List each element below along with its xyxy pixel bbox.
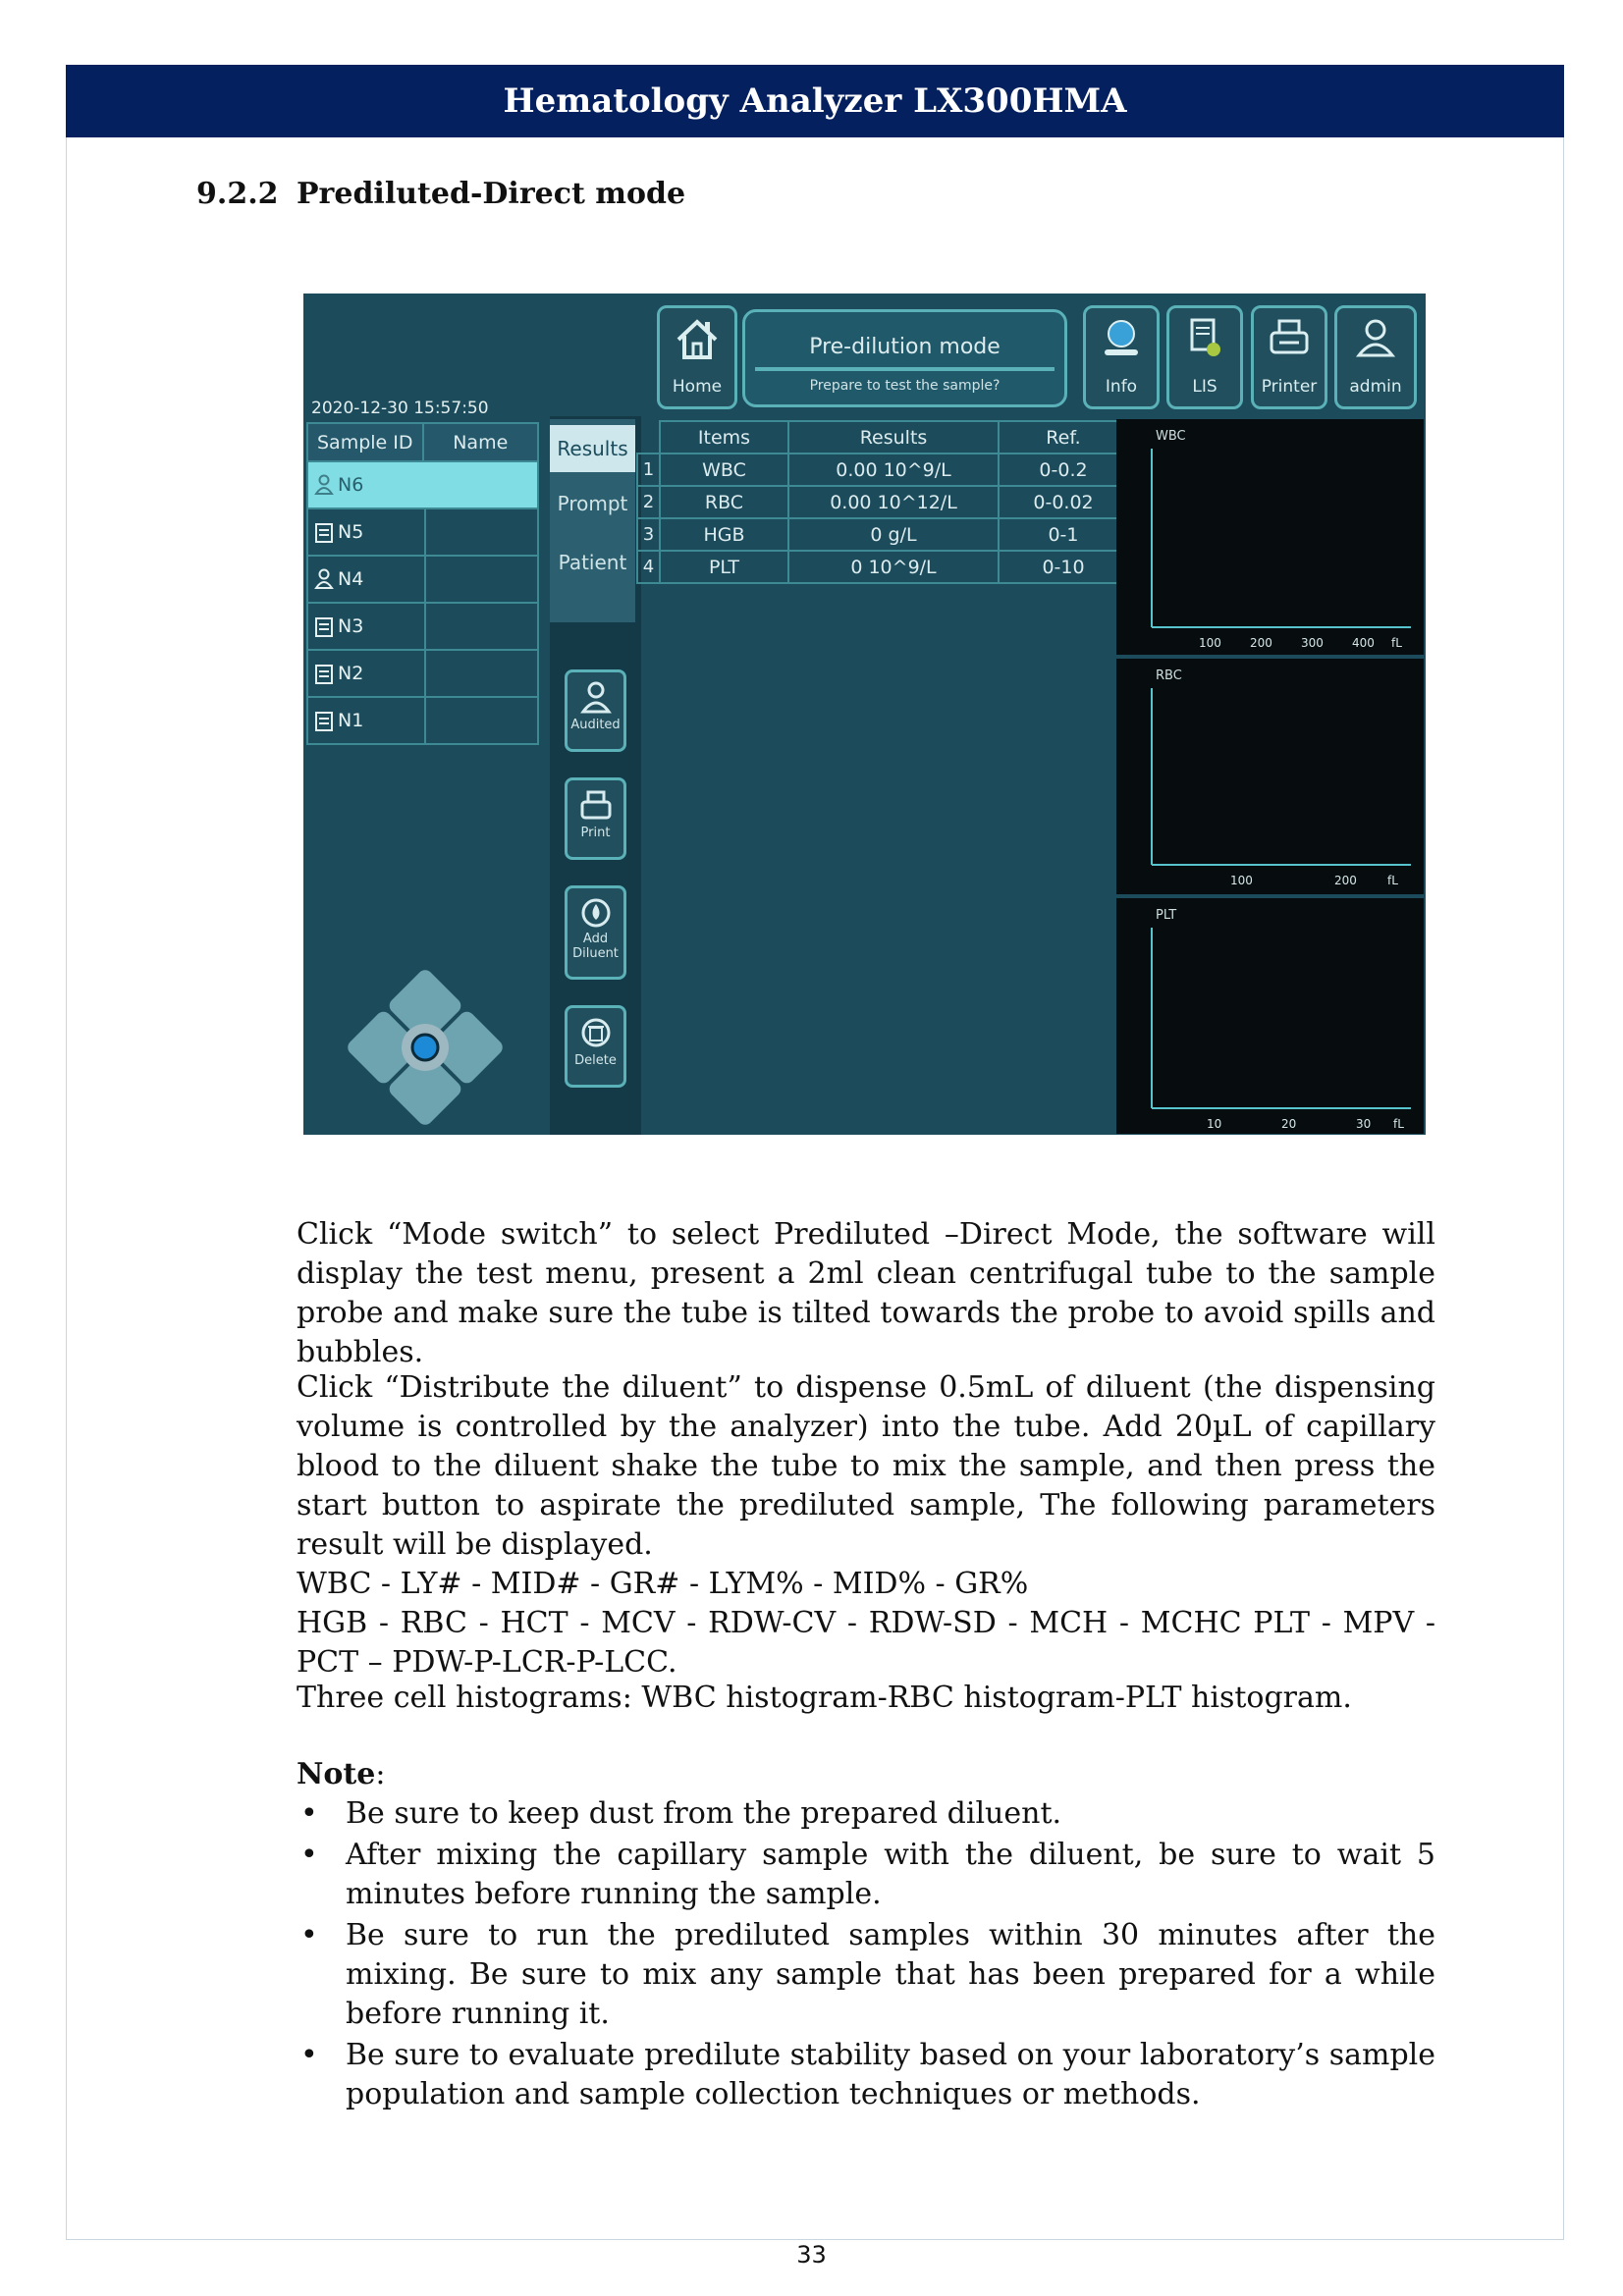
print-button[interactable] — [565, 777, 626, 860]
results-row — [638, 519, 1129, 552]
add-diluent-label-2: Diluent — [572, 946, 619, 961]
row-index: 1 — [636, 453, 661, 487]
sample-id: N4 — [338, 568, 364, 590]
printer-button[interactable] — [1251, 305, 1327, 409]
sample-list — [306, 422, 539, 745]
sample-row[interactable] — [306, 557, 539, 604]
histogram-title: PLT — [1156, 908, 1177, 923]
histogram-tick: 300 — [1301, 636, 1324, 650]
sample-row-id — [308, 509, 426, 555]
wbc-histogram — [1116, 419, 1424, 655]
delete-label: Delete — [574, 1053, 617, 1068]
list-item: • Be sure to evaluate predilute stability based on your laboratory’s sample population and sample collection techniques or methods. — [297, 2036, 1435, 2114]
clipboard-icon — [314, 663, 334, 684]
mode-title: Pre-dilution mode — [809, 335, 1001, 359]
row-index: 4 — [636, 550, 661, 584]
result-ref: 0-10 — [998, 550, 1129, 584]
histogram-axes — [1116, 419, 1424, 655]
result-value: 0.00 10^12/L — [787, 485, 1000, 519]
sample-list-header — [306, 422, 539, 462]
mode-panel — [742, 309, 1067, 407]
clipboard-icon — [314, 521, 334, 543]
wbc-parameters: WBC - LY# - MID# - GR# - LYM% - MID% - GR% — [297, 1567, 1029, 1601]
results-table — [638, 422, 1129, 584]
histogram-tick: 100 — [1199, 636, 1221, 650]
results-header-results: Results — [787, 420, 1000, 454]
list-item: • After mixing the capillary sample with the diluent, be sure to wait 5 minutes before running the sample. — [297, 1836, 1435, 1914]
section-number: 9.2.2 — [196, 177, 279, 211]
note-label: Note — [297, 1757, 376, 1791]
side-toolbar — [550, 416, 641, 1135]
result-item: PLT — [659, 550, 789, 584]
clipboard-icon — [314, 710, 334, 731]
rbc-plt-parameters: HGB - RBC - HCT - MCV - RDW-CV - RDW-SD - MCH - MCHC PLT - MPV - PCT – PDW-P-LCR-P-LCC. — [297, 1606, 1435, 1680]
result-ref: 0-0.02 — [998, 485, 1129, 519]
info-icon — [1099, 316, 1144, 361]
lis-label: LIS — [1192, 377, 1217, 397]
droplet-icon — [579, 896, 613, 930]
document-title: Hematology Analyzer LX300HMA — [503, 81, 1127, 121]
paragraph-mode-switch: Click “Mode switch” to select Prediluted –Direct Mode, the software will display the test menu, present a 2ml clean centrifugal tube to the sample probe and make sure the tube is tilted towards the probe to avoid spills and bubbles. — [297, 1217, 1435, 1369]
note-list — [297, 1794, 1435, 2116]
row-index: 3 — [636, 517, 661, 552]
admin-icon — [1353, 316, 1398, 361]
tab-results[interactable]: Results — [550, 425, 635, 472]
lis-icon — [1182, 316, 1227, 361]
analyzer-screenshot — [303, 294, 1426, 1135]
rbc-histogram — [1116, 659, 1424, 894]
sample-row-id — [308, 557, 426, 602]
tab-patient[interactable]: Patient — [558, 551, 627, 574]
note-colon: : — [375, 1757, 386, 1791]
sample-id: N1 — [338, 710, 364, 731]
sample-name — [426, 698, 537, 743]
clipboard-icon — [314, 615, 334, 637]
info-label: Info — [1105, 377, 1138, 397]
histogram-title: WBC — [1156, 429, 1186, 444]
home-icon — [673, 316, 722, 363]
sample-id: N3 — [338, 615, 364, 637]
result-value: 0.00 10^9/L — [787, 453, 1000, 487]
column-header-name: Name — [453, 431, 509, 454]
sample-name — [426, 651, 537, 696]
histogram-tick: 100 — [1230, 874, 1253, 887]
timestamp: 2020-12-30 15:57:50 — [311, 399, 489, 418]
histogram-tick: 200 — [1250, 636, 1272, 650]
sample-id: N5 — [338, 521, 364, 543]
section-title: Prediluted-Direct mode — [297, 177, 686, 211]
tab-prompt[interactable]: Prompt — [557, 492, 628, 515]
add-diluent-button[interactable] — [565, 885, 626, 980]
row-index: 2 — [636, 485, 661, 519]
print-label: Print — [580, 826, 611, 840]
histogram-title: RBC — [1156, 668, 1182, 683]
home-button[interactable] — [657, 305, 737, 409]
result-value: 0 g/L — [787, 517, 1000, 552]
list-item: • Be sure to run the prediluted samples within 30 minutes after the mixing. Be sure to mix any sample that has been prepared for a while before running it. — [297, 1916, 1435, 2034]
histogram-tick: fL — [1393, 1117, 1404, 1131]
histogram-tick: 10 — [1207, 1117, 1222, 1131]
audited-label: Audited — [570, 718, 621, 732]
print-icon — [579, 788, 613, 824]
section-heading — [196, 177, 685, 211]
histogram-axes — [1116, 898, 1424, 1134]
plt-histogram — [1116, 898, 1424, 1134]
histogram-axes — [1116, 659, 1424, 894]
list-item: • Be sure to keep dust from the prepared diluent. — [297, 1794, 1435, 1834]
delete-button[interactable] — [565, 1005, 626, 1088]
results-row — [638, 552, 1129, 584]
histogram-tick: 30 — [1356, 1117, 1372, 1131]
histogram-tick: 400 — [1352, 636, 1375, 650]
results-index-header — [636, 420, 661, 454]
results-header-row — [638, 422, 1129, 454]
results-row — [638, 454, 1129, 487]
sample-row-id — [308, 462, 426, 507]
sample-name — [426, 557, 537, 602]
tab-strip — [550, 419, 635, 622]
person-icon — [314, 474, 334, 496]
sample-row[interactable] — [306, 462, 539, 509]
sample-row[interactable] — [306, 698, 539, 745]
mode-subtitle: Prepare to test the sample? — [809, 378, 1001, 394]
result-item: HGB — [659, 517, 789, 552]
add-diluent-label-1: Add — [582, 932, 609, 946]
sample-row-id — [308, 604, 426, 649]
results-header-ref: Ref. — [998, 420, 1129, 454]
audited-button[interactable] — [565, 669, 626, 752]
note-heading — [297, 1755, 1435, 1794]
result-item: WBC — [659, 453, 789, 487]
result-ref: 0-0.2 — [998, 453, 1129, 487]
histogram-tick: fL — [1387, 874, 1398, 887]
paragraph-histograms: Three cell histograms: WBC histogram-RBC histogram-PLT histogram. — [297, 1681, 1352, 1715]
histogram-tick: fL — [1391, 636, 1402, 650]
paragraph-diluent-text: Click “Distribute the diluent” to dispense 0.5mL of diluent (the dispensing volume is controlled by the analyzer) into the tube. Add 20µL of capillary blood to the diluent shake the tube to mix the sample, and then press the start button to aspirate the prediluted sample, The following parameters result will be displayed. — [297, 1370, 1435, 1562]
histogram-tick: 200 — [1334, 874, 1357, 887]
result-item: RBC — [659, 485, 789, 519]
sample-row[interactable] — [306, 509, 539, 557]
histogram-tick: 20 — [1281, 1117, 1297, 1131]
audited-icon — [579, 680, 613, 716]
sample-name — [426, 509, 537, 555]
result-ref: 0-1 — [998, 517, 1129, 552]
lis-button[interactable] — [1166, 305, 1243, 409]
sample-row[interactable] — [306, 604, 539, 651]
results-row — [638, 487, 1129, 519]
paragraph-diluent — [297, 1368, 1435, 1682]
admin-label: admin — [1349, 377, 1402, 397]
admin-button[interactable] — [1334, 305, 1417, 409]
delete-icon — [579, 1016, 613, 1051]
column-header-sample-id: Sample ID — [308, 424, 424, 460]
sample-row-id — [308, 651, 426, 696]
printer-label: Printer — [1261, 377, 1318, 397]
mode-divider — [755, 367, 1055, 371]
sample-row-id — [308, 698, 426, 743]
sample-id: N2 — [338, 663, 364, 684]
home-label: Home — [672, 377, 723, 397]
document-header — [66, 65, 1564, 137]
page-number: 33 — [796, 2241, 827, 2269]
result-value: 0 10^9/L — [787, 550, 1000, 584]
person-icon — [314, 568, 334, 590]
printer-icon — [1267, 316, 1312, 361]
sample-name — [426, 462, 537, 507]
results-header-items: Items — [659, 420, 789, 454]
sample-id: N6 — [338, 474, 364, 496]
sample-name — [426, 604, 537, 649]
sample-row[interactable] — [306, 651, 539, 698]
direction-pad[interactable] — [339, 961, 512, 1134]
info-button[interactable] — [1083, 305, 1160, 409]
